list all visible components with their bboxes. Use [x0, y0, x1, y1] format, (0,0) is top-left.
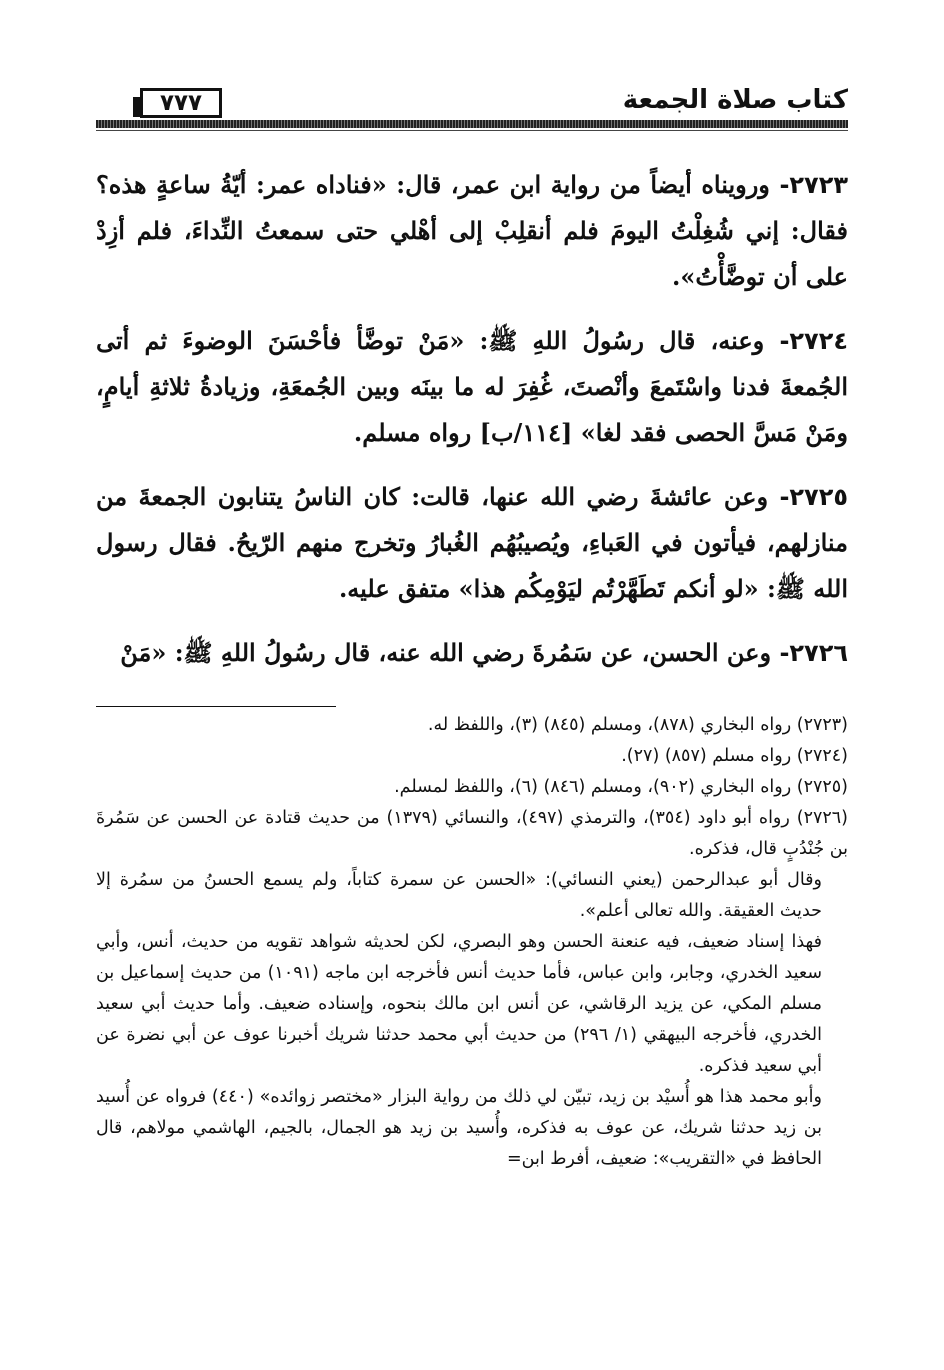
footnote-comment: وقال أبو عبدالرحمن (يعني النسائي): «الحسن عن سمرة كتاباً، ولم يسمع الحسنُ من سمُرة إلا حديث العقيقة. والله تعالى أعلم».	[96, 870, 822, 921]
footnote-comment: وأبو محمد هذا هو أُسيْد بن زيد، تبيّن لي ذلك من رواية البزار «مختصر زوائده» (٤٤٠) فرواه عن أُسيد بن زيد حدثنا شريك، عن عوف به فذكره، وأُسيد بن زيد هو الجمال، بالجيم، الهاشمي مولاهم، قال الحافظ في «التقريب»: ضعيف، أفرط ابن=	[96, 1087, 822, 1169]
hadith-text: وعن الحسن، عن سَمُرةَ رضي الله عنه، قال رسُولُ اللهِ ﷺ: «مَنْ	[120, 638, 772, 667]
hadith-text: وعنه، قال رسُولُ اللهِ ﷺ: «مَنْ توضَّأ فأحْسَنَ الوضوءَ ثم أتى الجُمعةَ فدنا واسْتَمعَ وأنْصتَ، غُفِرَ له ما بينَه وبين الجُمعَةِ، وزيادةُ ثلاثةِ أيامٍ، ومَنْ مَسَّ الحصى فقد لغا» [١١٤/ب] رواه مسلم.	[96, 326, 848, 447]
hadith-2725	[96, 474, 848, 612]
footnote-2724: (٢٧٢٤) رواه مسلم (٨٥٧) (٢٧).	[621, 746, 848, 766]
footnote-2723: (٢٧٢٣) رواه البخاري (٨٧٨)، ومسلم (٨٤٥) (٣)، واللفظ له.	[427, 715, 848, 735]
book-title: كتاب صلاة الجمعة	[622, 85, 848, 115]
hadith-number: ٢٧٢٣-	[779, 171, 848, 199]
hadith-number: ٢٧٢٤-	[779, 327, 848, 355]
hadith-text: وعن عائشةَ رضي الله عنها، قالت: كان الناسُ يتنابون الجمعةَ من منازلهم، فيأتون في العَباءِ، ويُصيبُهُم الغُبارُ وتخرج منهم الرّيحُ. فقال رسول الله ﷺ: «لو أنكم تَطَهَّرْتُم ليَوْمِكُم هذا» متفق عليه.	[96, 482, 848, 603]
hadith-number: ٢٧٢٦-	[779, 639, 848, 667]
footnotes	[96, 710, 848, 1175]
footnote-2726: (٢٧٢٦) رواه أبو داود (٣٥٤)، والترمذي (٤٩٧)، والنسائي (١٣٧٩) من حديث قتادة عن الحسن عن سَمُرةَ بن جُنْدُبٍ قال، فذكره.	[96, 808, 848, 859]
header-rule-thin	[96, 130, 848, 131]
hadith-2724	[96, 318, 848, 456]
footnote-comment: فهذا إسناد ضعيف، فيه عنعنة الحسن وهو البصري، لكن لحديثه شواهد تقويه من حديث، أنس، وأبي سعيد الخدري، وجابر، وابن عباس، فأما حديث أنس فأخرجه ابن ماجه (١٠٩١) من حديث إسماعيل بن مسلم المكي، عن يزيد الرقاشي، عن أنس ابن مالك بنحوه، وإسناده ضعيف. وأما حديث أبي سعيد الخدري، فأخرجه البيهقي (١/ ٢٩٦) من حديث أبي محمد حدثنا شريك أخبرنا عوف عن أبي نضرة عن أبي سعيد فذكره.	[96, 932, 822, 1076]
footnote-2725: (٢٧٢٥) رواه البخاري (٩٠٢)، ومسلم (٨٤٦) (٦)، واللفظ لمسلم.	[394, 777, 848, 797]
hadith-2723	[96, 162, 848, 300]
page-number: ٧٧٧	[140, 88, 222, 118]
main-text	[96, 162, 848, 694]
hadith-text: ورويناه أيضاً من رواية ابن عمر، قال: «فناداه عمر: أيّةُ ساعةٍ هذه؟ فقال: إني شُغِلْتُ اليومَ فلم أنقلِبْ إلى أهْلي حتى سمعتُ النِّداءَ، فلم أزِدْ على أن توضَّأْتُ».	[96, 170, 848, 291]
hadith-2726	[96, 630, 848, 676]
hadith-number: ٢٧٢٥-	[779, 483, 848, 511]
page-header	[96, 70, 848, 128]
footnote-separator	[96, 706, 336, 707]
header-rule	[96, 120, 848, 128]
document-page	[96, 70, 848, 1350]
